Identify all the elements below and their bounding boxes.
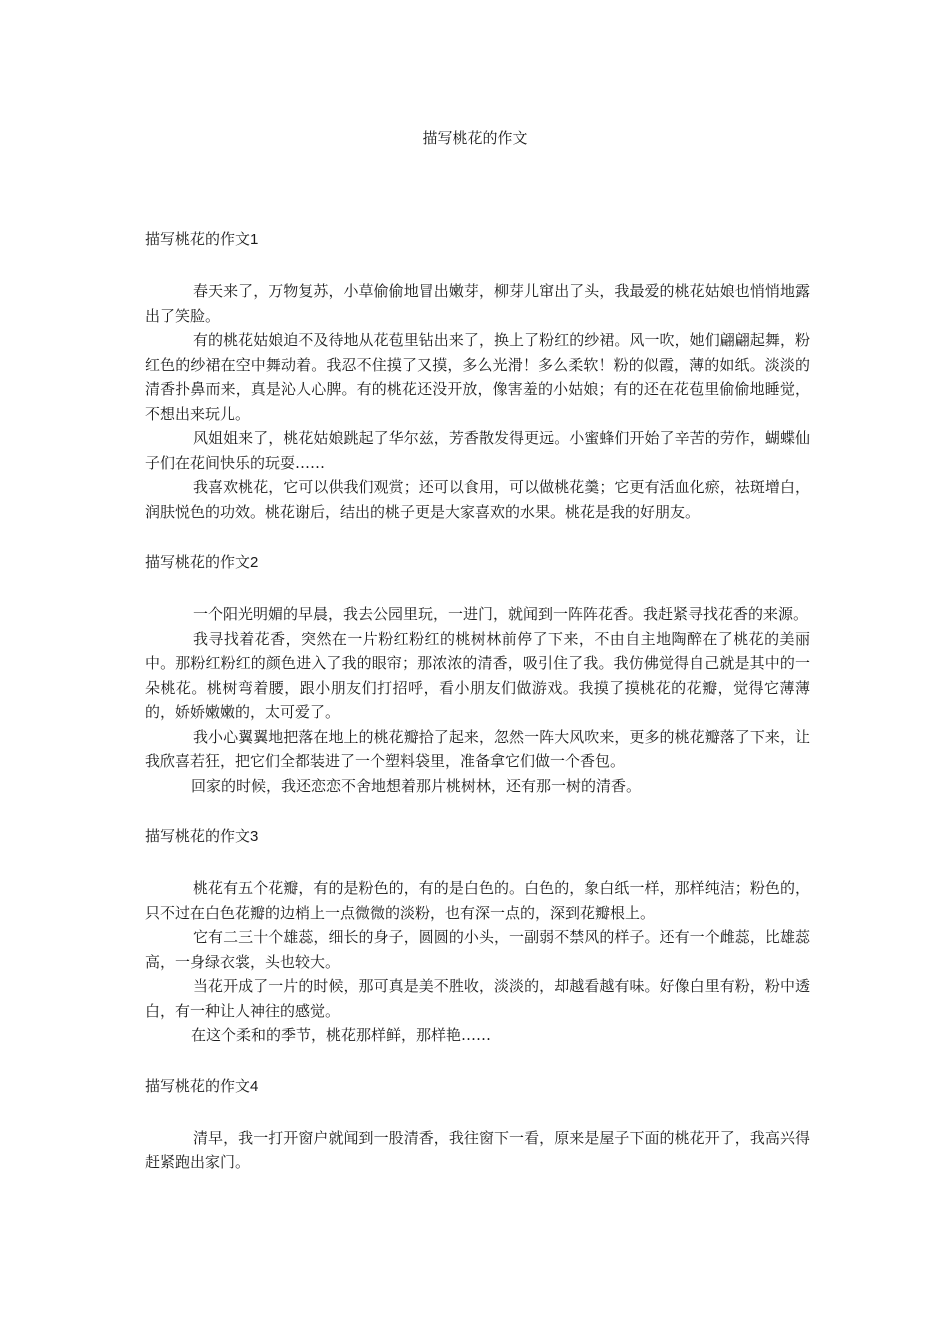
paragraph: 我寻找着花香，突然在一片粉红粉红的桃树林前停了下来，不由自主地陶醉在了桃花的美丽中。那粉红粉红的颜色进入了我的眼帘；那浓浓的清香，吸引住了我。我仿佛觉得自己就是其中的一朵桃花。桃树弯着腰，跟小朋友们打招呼，看小朋友们做游戏。我摸了摸桃花的花瓣，觉得它薄薄的，娇娇嫩嫩的，太可爱了。: [145, 629, 810, 721]
section-heading-text: 描写桃花的作文: [145, 230, 251, 248]
section-heading-text: 描写桃花的作文: [145, 827, 251, 845]
essay-section-3: [145, 826, 810, 1048]
paragraph: 桃花有五个花瓣，有的是粉色的，有的是白色的。白色的，象白纸一样，那样纯洁；粉色的，只不过在白色花瓣的边梢上一点微微的淡粉，也有深一点的，深到花瓣根上。: [145, 879, 810, 922]
section-heading: [145, 229, 810, 250]
section-heading: [145, 1076, 810, 1097]
essay-section-4: [145, 1076, 810, 1175]
essay-section-2: [145, 552, 810, 798]
paragraph: 它有二三十个雄蕊，细长的身子，圆圆的小头，一副弱不禁风的样子。还有一个雌蕊，比雄蕊高，一身绿衣裳，头也较大。: [145, 928, 810, 971]
section-heading-text: 描写桃花的作文: [145, 553, 251, 571]
paragraph: 回家的时候，我还恋恋不舍地想着那片桃树林，还有那一树的清香。: [191, 776, 642, 795]
paragraph: 我小心翼翼地把落在地上的桃花瓣拾了起来，忽然一阵大风吹来，更多的桃花瓣落了下来，让我欣喜若狂，把它们全都装进了一个塑料袋里，准备拿它们做一个香包。: [145, 727, 810, 770]
paragraph: 一个阳光明媚的早晨，我去公园里玩，一进门，就闻到一阵阵花香。我赶紧寻找花香的来源。: [193, 605, 809, 623]
section-heading: [145, 826, 810, 847]
paragraph: 春天来了，万物复苏，小草偷偷地冒出嫩芽，柳芽儿窜出了头，我最爱的桃花姑娘也悄悄地露出了笑脸。: [145, 282, 810, 325]
section-number: 2: [250, 554, 259, 571]
paragraph: 风姐姐来了，桃花姑娘跳起了华尔兹，芳香散发得更远。小蜜蜂们开始了辛苦的劳作，蝴蝶仙子们在花间快乐的玩耍……: [145, 429, 810, 472]
document-body: [145, 229, 810, 1203]
paragraph: 清早，我一打开窗户就闻到一股清香，我往窗下一看，原来是屋子下面的桃花开了，我高兴得赶紧跑出家门。: [145, 1128, 810, 1171]
section-number: 1: [250, 231, 259, 248]
section-heading: [145, 552, 810, 573]
paragraph: 在这个柔和的季节，桃花那样鲜，那样艳……: [191, 1026, 492, 1044]
document-title: 描写桃花的作文: [422, 129, 528, 147]
section-number: 3: [250, 828, 259, 845]
section-number: 4: [250, 1077, 259, 1095]
section-heading-text: 描写桃花的作文: [145, 1076, 251, 1095]
paragraph: 当花开成了一片的时候，那可真是美不胜收，淡淡的，却越看越有味。好像白里有粉，粉中透白，有一种让人神往的感觉。: [145, 977, 810, 1020]
essay-section-1: [145, 229, 810, 524]
paragraph: 有的桃花姑娘迫不及待地从花苞里钻出来了，换上了粉红的纱裙。风一吹，她们翩翩起舞，粉红色的纱裙在空中舞动着。我忍不住摸了又摸，多么光滑！多么柔软！粉的似霞，薄的如纸。淡淡的清香扑鼻而来，真是沁人心脾。有的桃花还没开放，像害羞的小姑娘；有的还在花苞里偷偷地睡觉，不想出来玩儿。: [145, 331, 810, 423]
paragraph: 我喜欢桃花，它可以供我们观赏；还可以食用，可以做桃花羹；它更有活血化瘀，祛斑增白，润肤悦色的功效。桃花谢后，结出的桃子更是大家喜欢的水果。桃花是我的好朋友。: [145, 478, 810, 521]
